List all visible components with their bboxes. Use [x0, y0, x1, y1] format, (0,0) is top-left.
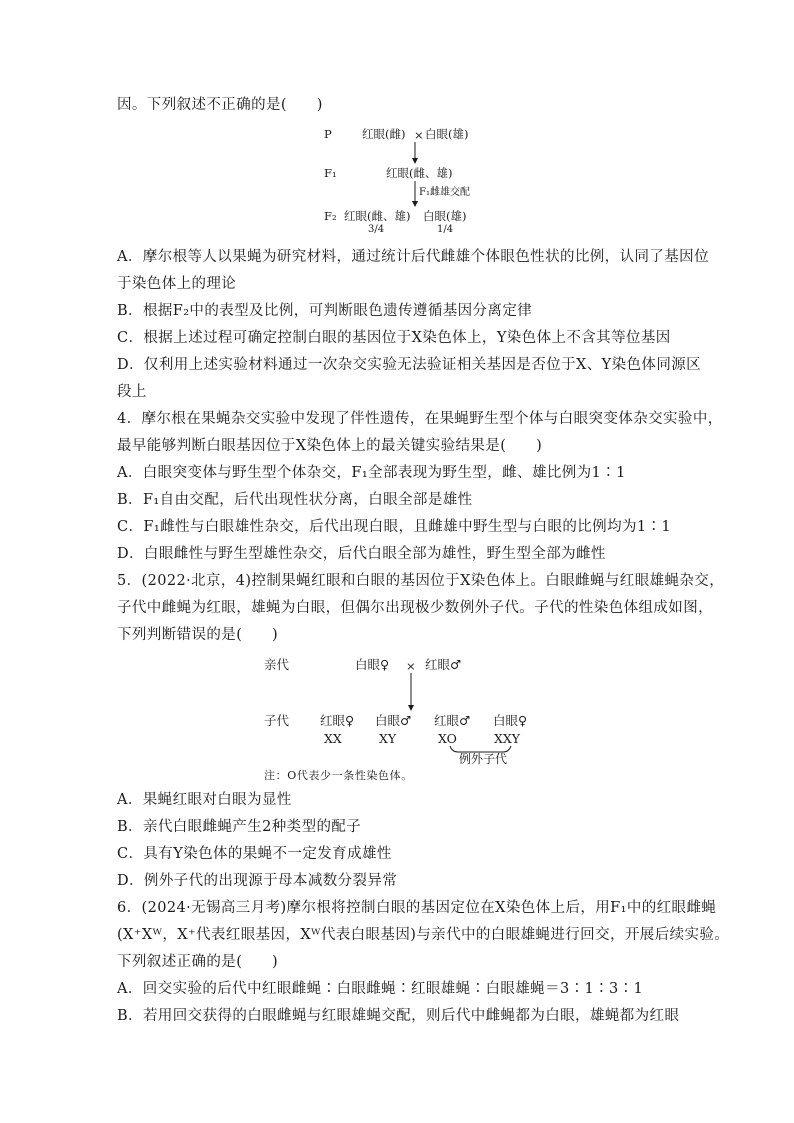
diagram-note: 注：O代表少一条性染色体。	[264, 769, 413, 782]
child-white-female: 白眼♀	[493, 713, 528, 728]
cross-symbol-2: ×	[406, 659, 416, 673]
question-5-line3: 下列判断错误的是( )	[117, 627, 279, 643]
p-female: 红眼(雌)	[362, 127, 406, 141]
option-3a-line1: A．摩尔根等人以果蝇为研究材料，通过统计后代雌雄个体眼色性状的比例，认同了基因位	[117, 249, 709, 265]
question-6-line3: 下列叙述正确的是( )	[117, 954, 279, 970]
f1-mating-note: F₁雌雄交配	[419, 187, 470, 198]
genotype-xxy: XXY	[494, 731, 521, 746]
child-red-male: 红眼♂	[434, 713, 471, 728]
parent-female: 白眼♀	[355, 657, 390, 672]
option-3c: C．根据上述过程可确定控制白眼的基因位于X染色体上，Y染色体上不含其等位基因	[117, 330, 671, 346]
question-6-line2: (X⁺Xᵂ，X⁺代表红眼基因，Xᵂ代表白眼基因)与亲代中的白眼雄蝇进行回交，开展后续实验。	[117, 927, 730, 943]
question-4-line1: 4．摩尔根在果蝇杂交实验中发现了伴性遗传，在果蝇野生型个体与白眼突变体杂交实验中，	[117, 411, 723, 427]
option-4d: D．白眼雌性与野生型雄性杂交，后代白眼全部为雄性，野生型全部为雌性	[117, 546, 606, 562]
option-3d-line2: 段上	[117, 384, 147, 400]
option-4c: C．F₁雌性与白眼雄性杂交，后代出现白眼，且雌雄中野生型与白眼的比例均为1∶1	[117, 519, 672, 535]
p-generation-label: P	[324, 127, 332, 141]
question-4-line2: 最早能够判断白眼基因位于X染色体上的最关键实验结果是( )	[117, 438, 543, 454]
option-5d: D．例外子代的出现源于母本减数分裂异常	[117, 873, 398, 889]
f1-generation-label: F₁	[324, 166, 337, 180]
child-label: 子代	[264, 713, 290, 728]
option-3a-line2: 于染色体上的理论	[117, 276, 237, 292]
option-4a: A．白眼突变体与野生型个体杂交，F₁全部表现为野生型，雌、雄比例为1∶1	[117, 465, 626, 481]
option-4b: B．F₁自由交配，后代出现性状分离，白眼全部是雄性	[117, 492, 473, 508]
child-red-female: 红眼♀	[320, 713, 355, 728]
f2-white-ratio: 1/4	[437, 224, 454, 235]
genotype-xo: XO	[438, 731, 457, 746]
f2-red-eye: 红眼(雌、雄)	[344, 209, 411, 223]
cross-symbol: ×	[414, 128, 424, 142]
f2-white-eye: 白眼(雄)	[423, 209, 467, 223]
f2-generation-label: F₂	[324, 209, 337, 223]
option-5b: B．亲代白眼雌蝇产生2种类型的配子	[117, 819, 362, 835]
parent-male: 红眼♂	[425, 657, 462, 672]
parent-label: 亲代	[264, 657, 290, 672]
genotype-xy: XY	[379, 731, 397, 746]
question-6-line1: 6．(2024·无锡高三月考)摩尔根将控制白眼的基因定位在X染色体上后，用F₁中的红眼雌蝇	[117, 900, 717, 916]
child-white-male: 白眼♂	[375, 713, 412, 728]
question-5-line1: 5．(2022·北京，4)控制果蝇红眼和白眼的基因位于X染色体上。白眼雌蝇与红眼雄蝇杂交，	[117, 573, 725, 589]
question-5-line2: 子代中雌蝇为红眼，雄蝇为白眼，但偶尔出现极少数例外子代。子代的性染色体组成如图，	[117, 600, 713, 616]
option-5c: C．具有Y染色体的果蝇不一定发育成雄性	[117, 846, 392, 862]
option-5a: A．果蝇红眼对白眼为显性	[117, 792, 292, 808]
p-male: 白眼(雄)	[425, 127, 469, 141]
f2-red-ratio: 3/4	[368, 224, 385, 235]
option-6b: B．若用回交获得的白眼雌蝇与红眼雄蝇交配，则后代中雌蝇都为白眼，雄蝇都为红眼	[117, 1008, 680, 1024]
genotype-xx: XX	[324, 731, 342, 746]
question-3-stem-end: 因。下列叙述不正确的是( )	[117, 97, 323, 113]
option-3b: B．根据F₂中的表型及比例，可判断眼色遗传遵循基因分离定律	[117, 303, 533, 319]
option-6a: A．回交实验的后代中红眼雌蝇∶白眼雌蝇∶红眼雄蝇∶白眼雄蝇＝3∶1∶3∶1	[117, 981, 644, 997]
option-3d-line1: D．仅利用上述实验材料通过一次杂交实验无法验证相关基因是否位于X、Y染色体同源区	[117, 357, 702, 373]
exception-bracket	[450, 746, 511, 752]
exception-offspring-label: 例外子代	[459, 752, 508, 766]
f1-phenotype: 红眼(雌、雄)	[386, 166, 453, 180]
